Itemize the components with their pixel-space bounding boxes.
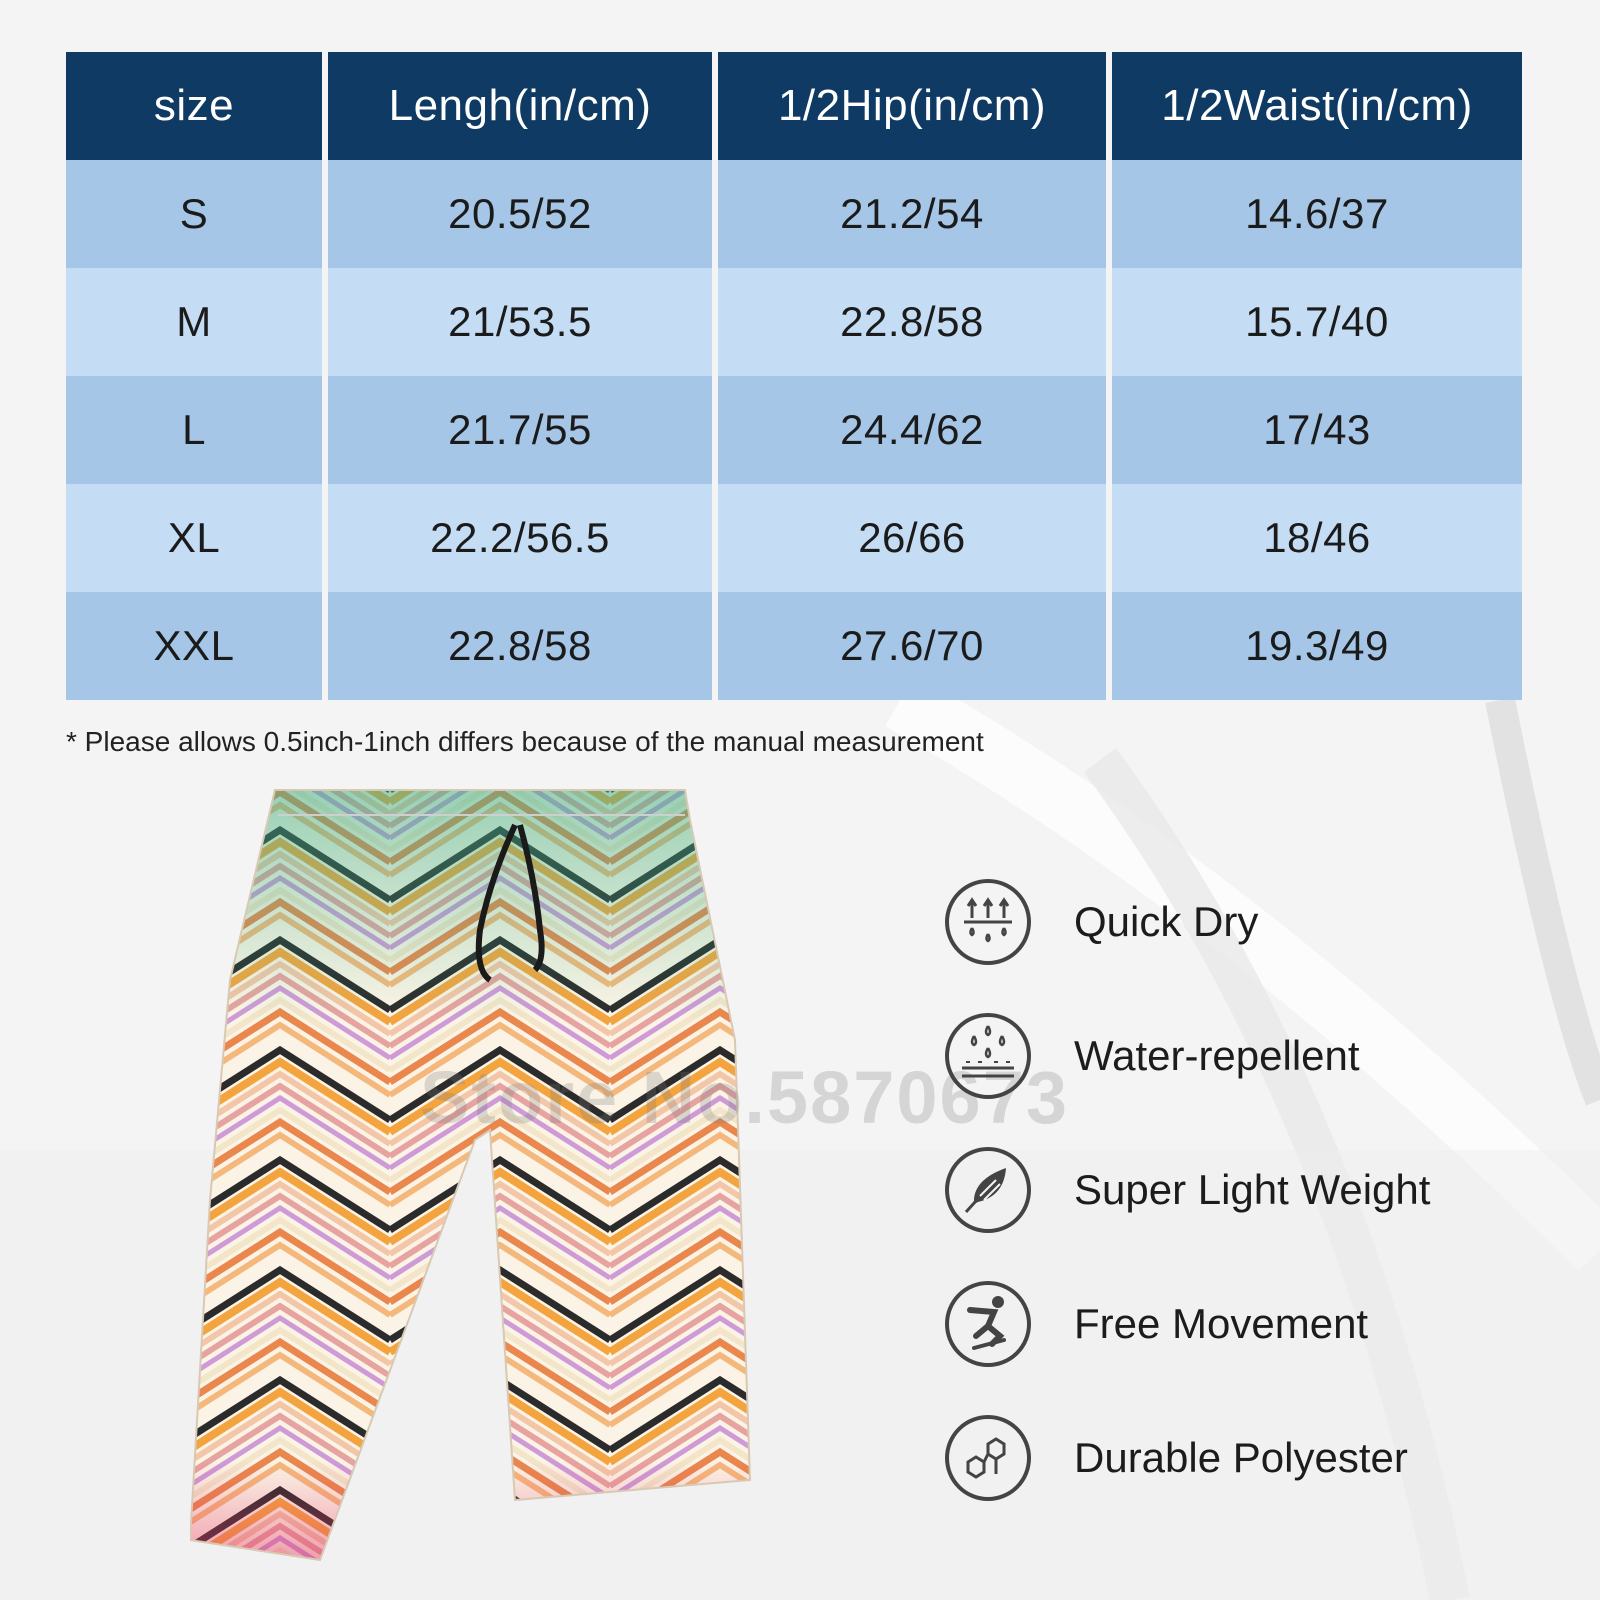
size-chart-table [60,52,1528,700]
cell-length: 21/53.5 [328,268,712,376]
cell-hip: 22.8/58 [718,268,1106,376]
feature-light-weight [944,1140,1564,1240]
size-chart-header-row [66,52,1522,160]
table-row [66,592,1522,700]
skater-icon [944,1280,1032,1368]
cell-waist: 14.6/37 [1112,160,1522,268]
store-watermark: Store No.5870673 [420,1056,1070,1139]
molecule-icon [944,1414,1032,1502]
cell-length: 22.2/56.5 [328,484,712,592]
cell-size: XL [66,484,322,592]
cell-hip: 24.4/62 [718,376,1106,484]
cell-length: 22.8/58 [328,592,712,700]
header-size: size [66,52,322,160]
header-hip: 1/2Hip(in/cm) [718,52,1106,160]
water-repellent-icon [944,1012,1032,1100]
cell-length: 20.5/52 [328,160,712,268]
header-waist: 1/2Waist(in/cm) [1112,52,1522,160]
header-length: Lengh(in/cm) [328,52,712,160]
table-row [66,484,1522,592]
feature-label: Durable Polyester [1074,1434,1408,1481]
feature-water-repellent [944,1006,1564,1106]
feature-label: Water-repellent [1074,1032,1360,1079]
table-row [66,160,1522,268]
cell-size: L [66,376,322,484]
feature-label: Free Movement [1074,1300,1369,1347]
feature-quick-dry [944,872,1564,972]
feature-durable-polyester [944,1408,1564,1508]
cell-size: XXL [66,592,322,700]
cell-size: S [66,160,322,268]
feature-label: Quick Dry [1074,898,1259,945]
table-row [66,268,1522,376]
cell-length: 21.7/55 [328,376,712,484]
cell-hip: 26/66 [718,484,1106,592]
cell-waist: 18/46 [1112,484,1522,592]
quick-dry-icon [944,878,1032,966]
cell-size: M [66,268,322,376]
feature-label: Super Light Weight [1074,1166,1431,1213]
measurement-note: * Please allows 0.5inch-1inch differs because of the manual measurement [66,726,984,757]
board-shorts-image [190,780,780,1580]
table-row [66,376,1522,484]
feature-free-movement [944,1274,1564,1374]
feather-icon [944,1146,1032,1234]
cell-waist: 15.7/40 [1112,268,1522,376]
cell-waist: 17/43 [1112,376,1522,484]
cell-hip: 27.6/70 [718,592,1106,700]
cell-hip: 21.2/54 [718,160,1106,268]
cell-waist: 19.3/49 [1112,592,1522,700]
